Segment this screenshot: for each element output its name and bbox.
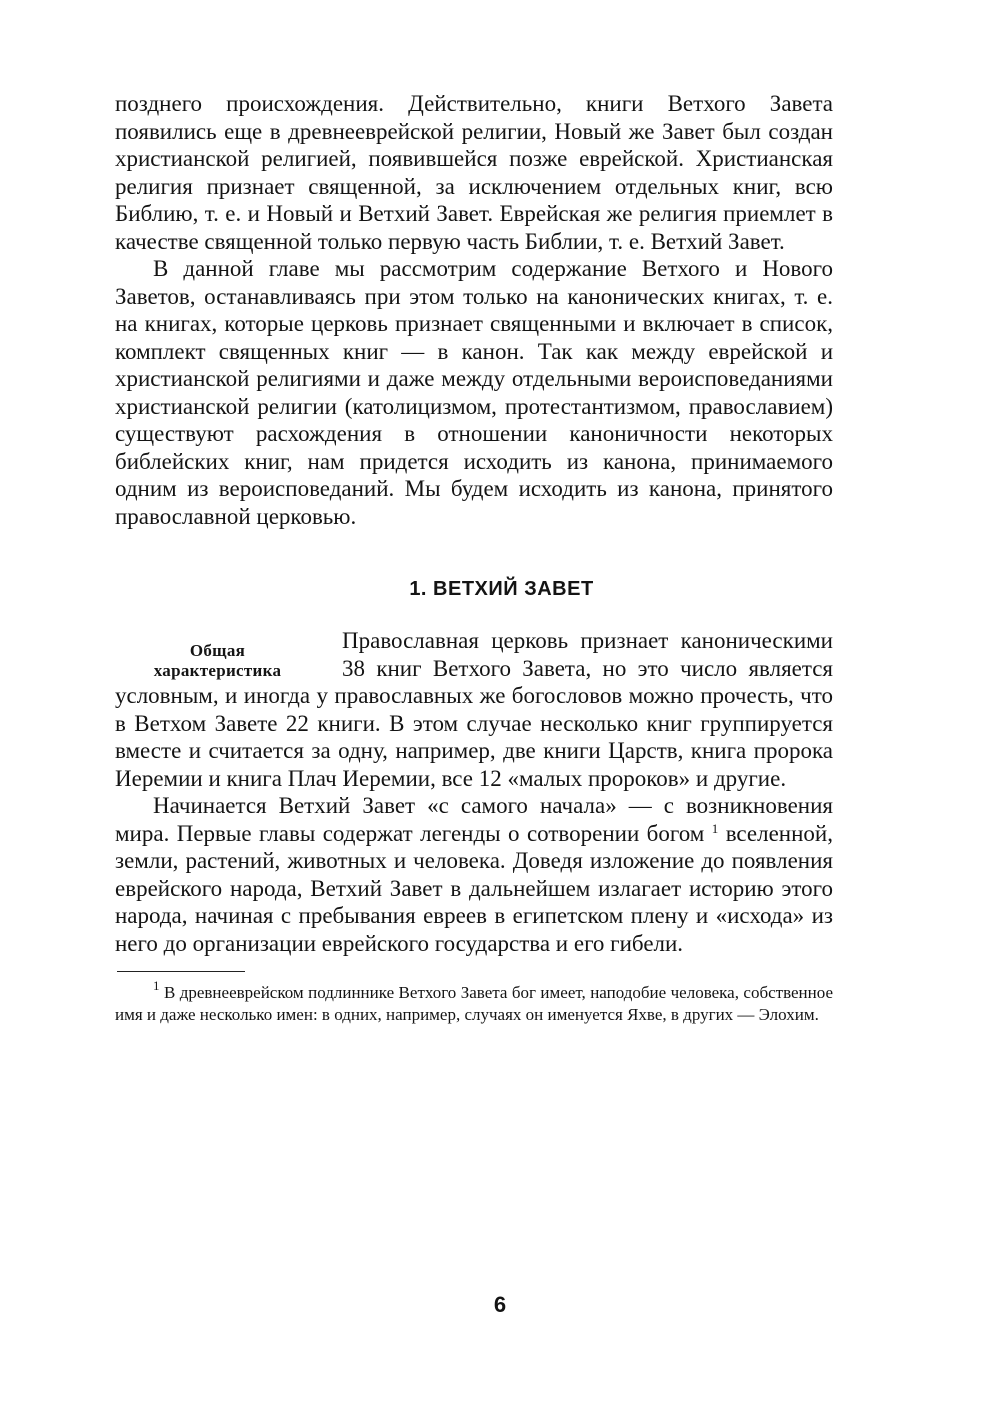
section-paragraph-1: Православная церковь признает каноническими 38 книг Ветхого Завета, но это число является условным, и иногда у православных же богословов можно прочесть, что в Ветхом Завете 22 книги. В этом случае несколько книг группируется вместе и считается за одну, например, две книги Царств, книга пророка Иеремии и книга Плач Иеремии, все 12 «малых пророков» и другие. — [115, 628, 833, 791]
margin-note-line-2: характеристика — [153, 661, 282, 680]
footnote — [115, 978, 833, 1026]
section-heading: 1. ВЕТХИЙ ЗАВЕТ — [409, 578, 594, 600]
page-content — [115, 90, 833, 1043]
section-paragraph-2-end: вселенной, земли, растений, животных и человека. Доведя изложение до появления еврейского народа, Ветхий Завет в дальнейшем излагает историю этого народа, начиная с пребывания евреев в египетском плену и «исхода» из него до организации еврейского государства и его гибели. — [115, 820, 833, 956]
body-paragraph-2: В данной главе мы рассмотрим содержание Ветхого и Нового Заветов, останавливаясь при этом только на канонических книгах, т. е. на книгах, которые церковь признает священными и включает в список, комплект священных книг — в канон. Так как между еврейской и христианской религиями и даже между отдельными вероисповеданиями христианской религии (католицизмом, протестантизмом, православием) существуют расхождения в отношении каноничности некоторых библейских книг, нам придется исходить из канона, принимаемого одним из вероисповеданий. Мы будем исходить из канона, принятого православной церковью. — [115, 256, 833, 529]
margin-note — [115, 641, 320, 681]
footnote-reference: 1 — [711, 820, 719, 836]
section-paragraph-2-start: Начинается Ветхий Завет «с самого начала» — с возникновения мира. Первые главы содержат легенды о сотворении богом — [115, 793, 833, 846]
section-intro — [115, 627, 833, 792]
section-paragraph-2 — [115, 792, 833, 957]
footnote-marker: 1 — [153, 978, 160, 993]
footnote-divider — [117, 971, 245, 972]
footnote-text: В древнееврейском подлиннике Ветхого Завета бог имеет, наподобие человека, собственное имя и даже несколько имен: в одних, например, случаях он именуется Яхве, в других — Элохим. — [115, 983, 833, 1024]
body-paragraph-1: позднего происхождения. Действительно, книги Ветхого Завета появились еще в древнееврейской религии, Новый же Завет был создан христианской религией, появившейся позже еврейской. Христианская религия признает священной, за исключением отдельных книг, всю Библию, т. е. и Новый и Ветхий Завет. Еврейская же религия приемлет в качестве священной только первую часть Библии, т. е. Ветхий Завет. — [115, 91, 833, 254]
page-number: 6 — [493, 1292, 507, 1317]
margin-note-line-1: Общая — [189, 641, 246, 660]
